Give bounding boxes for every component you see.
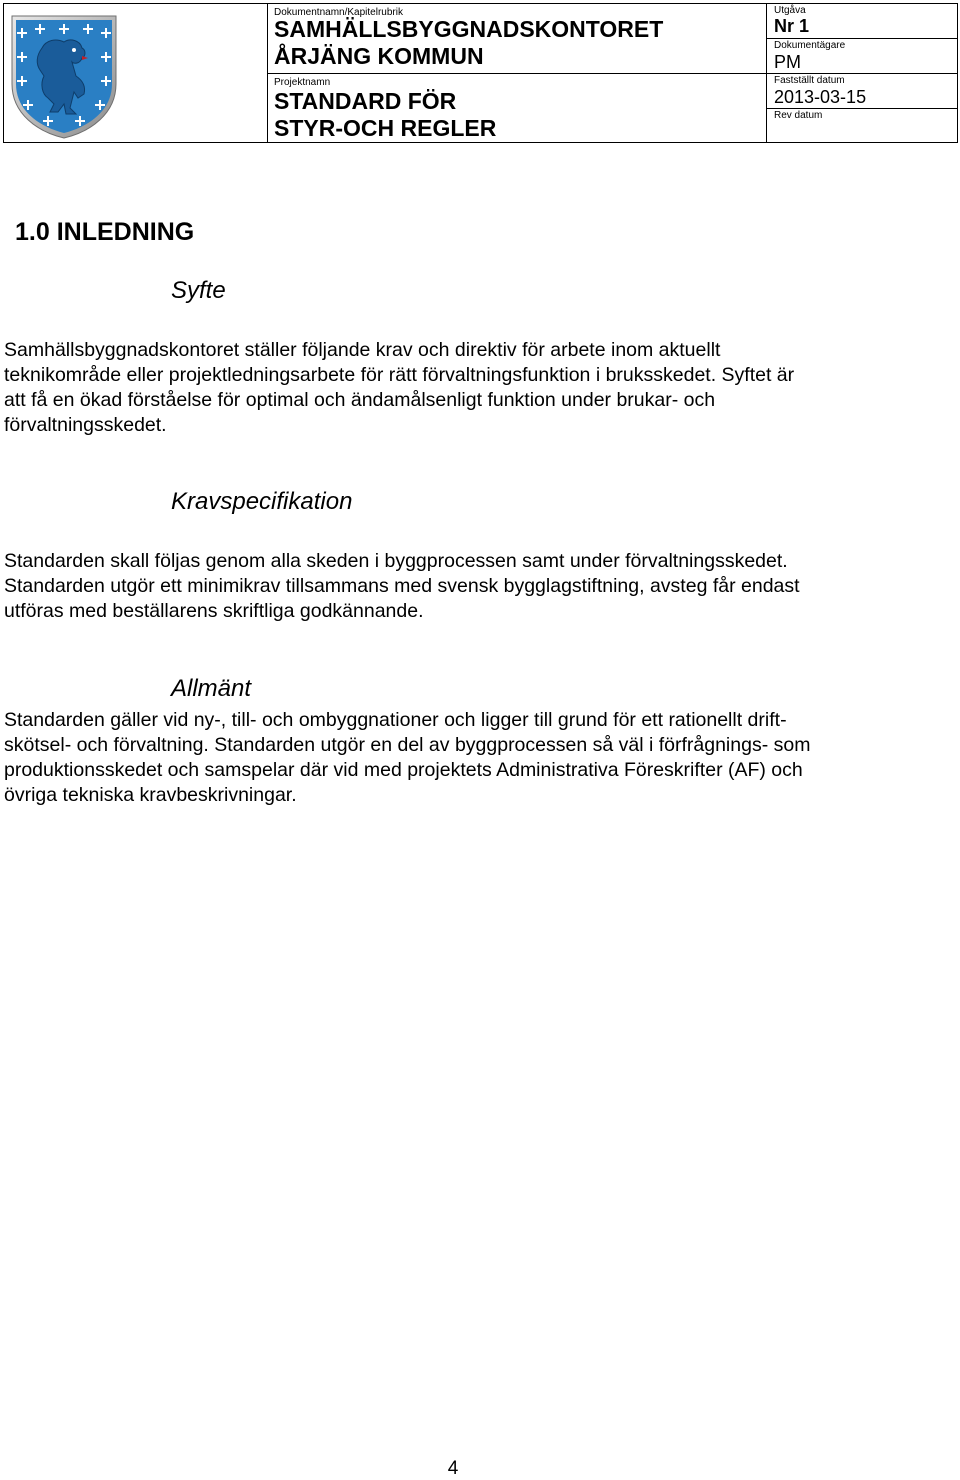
coat-of-arms-icon [10, 14, 118, 139]
established-box [767, 74, 957, 109]
established-value: 2013-03-15 [774, 87, 867, 107]
text-line: övriga tekniska kravbeskrivningar. [4, 784, 297, 806]
doc-title-line2: ÅRJÄNG KOMMUN [274, 43, 484, 69]
text-line: utföras med beställarens skriftliga godkännande. [4, 600, 424, 622]
owner-value: PM [774, 52, 801, 72]
owner-box [767, 39, 957, 74]
project-box [267, 74, 766, 142]
text-line: skötsel- och förvaltning. Standarden utgör en del av byggprocessen så väl i förfrågnings- som [4, 734, 811, 756]
paragraph-allmant [4, 708, 954, 808]
rev-label: Rev datum [774, 110, 823, 121]
paragraph-kravspecifikation [4, 549, 954, 624]
document-title-box [267, 4, 766, 74]
heading-allmant: Allmänt [171, 675, 252, 702]
title-cell [267, 4, 767, 142]
text-line: Samhällsbyggnadskontoret ställer följande krav och direktiv för arbete inom aktuellt [4, 339, 721, 361]
text-line: produktionsskedet och samspelar där vid med projektets Administrativa Föreskrifter (AF) och [4, 759, 803, 781]
logo-cell [4, 4, 268, 142]
heading-syfte: Syfte [171, 277, 226, 304]
doc-title-line1: SAMHÄLLSBYGGNADSKONTORET [274, 16, 664, 42]
text-line: Standarden utgör ett minimikrav tillsammans med svensk bygglagstiftning, avsteg får endast [4, 575, 800, 597]
document-header [3, 3, 958, 143]
heading-kravspecifikation: Kravspecifikation [171, 488, 353, 515]
project-label: Projektnamn [274, 77, 331, 88]
text-line: teknikområde eller projektledningsarbete för rätt förvaltningsfunktion i bruksskedet. Syftet är [4, 364, 795, 386]
text-line: Standarden skall följas genom alla skeden i byggprocessen samt under förvaltningsskedet. [4, 550, 788, 572]
edition-value: Nr 1 [774, 16, 810, 36]
paragraph-syfte [4, 338, 954, 438]
established-label: Fastställt datum [774, 75, 845, 86]
project-line1: STANDARD FÖR [274, 88, 457, 114]
doc-title-label: Dokumentnamn/Kapitelrubrik [274, 7, 403, 18]
rev-box [767, 109, 957, 142]
meta-cell [767, 4, 957, 142]
text-line: att få en ökad förståelse för optimal och ändamålsenligt funktion under brukar- och [4, 389, 716, 411]
section-title: 1.0 INLEDNING [15, 218, 195, 246]
text-line: Standarden gäller vid ny-, till- och ombyggnationer och ligger till grund för ett rationellt drift- [4, 709, 787, 731]
text-line: förvaltningsskedet. [4, 414, 167, 436]
project-line2: STYR-OCH REGLER [274, 115, 497, 141]
edition-box [767, 4, 957, 39]
page-number: 4 [447, 1458, 459, 1479]
owner-label: Dokumentägare [774, 40, 846, 51]
edition-label: Utgåva [774, 5, 806, 16]
